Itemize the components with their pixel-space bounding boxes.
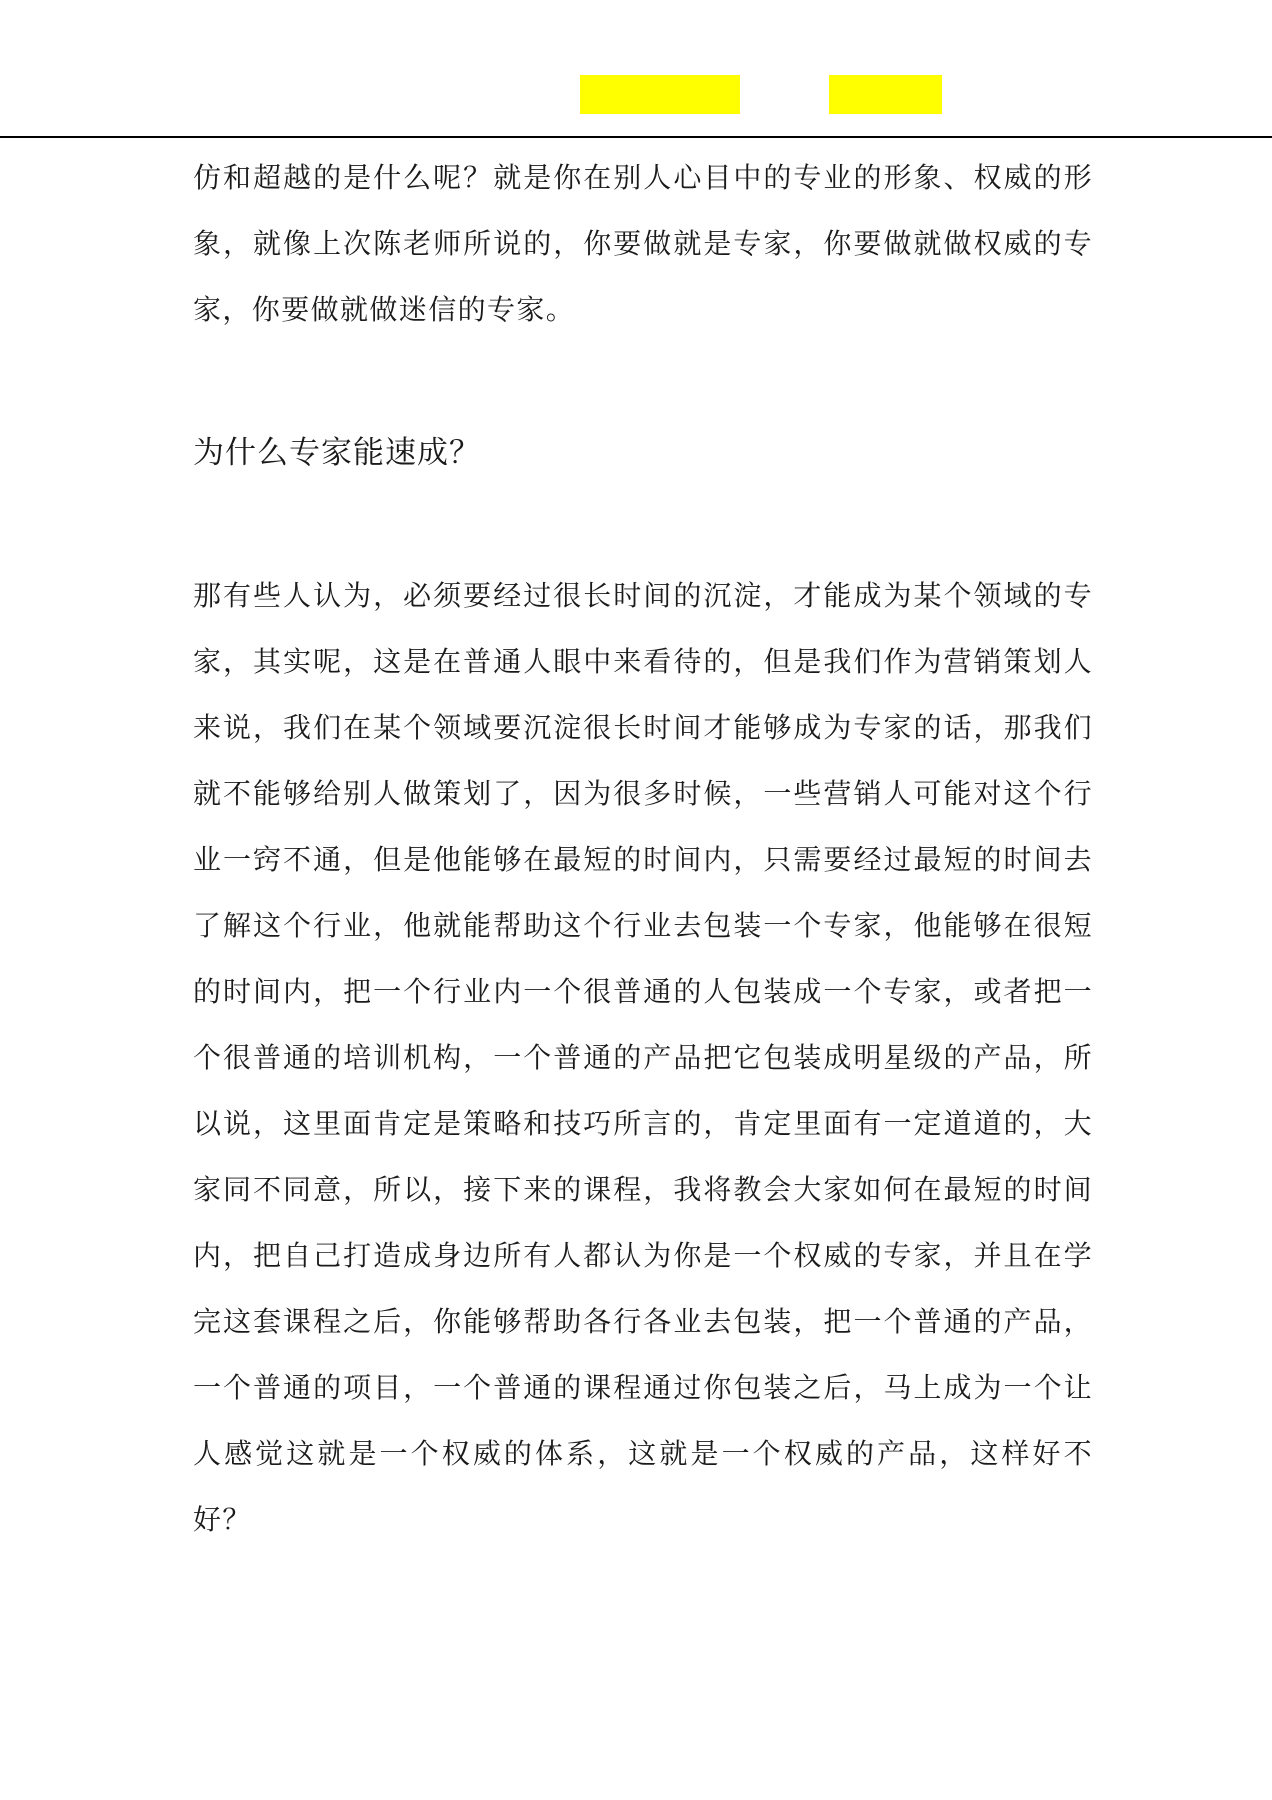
section-heading: 为什么专家能速成？ [193,435,481,471]
body-paragraph: 那有些人认为，必须要经过很长时间的沉淀，才能成为某个领域的专家，其实呢，这是在普通人眼中来看待的，但是我们作为营销策划人来说，我们在某个领域要沉淀很长时间才能够成为专家的话，那我们就不能够给别人做策划了，因为很多时候，一些营销人可能对这个行业一窍不通，但是他能够在最短的时间内，只需要经过最短的时间去了解这个行业，他就能帮助这个行业去包装一个专家，他能够在很短的时间内，把一个行业内一个很普通的人包装成一个专家，或者把一个很普通的培训机构，一个普通的产品把它包装成明星级的产品，所以说，这里面肯定是策略和技巧所言的，肯定里面有一定道道的，大家同不同意，所以，接下来的课程，我将教会大家如何在最短的时间内，把自己打造成身边所有人都认为你是一个权威的专家，并且在学完这套课程之后，你能够帮助各行各业去包装，把一个普通的产品，一个普通的项目，一个普通的课程通过你包装之后，马上成为一个让人感觉这就是一个权威的体系，这就是一个权威的产品，这样好不好？ [193,579,1093,1536]
redaction-highlight [580,75,740,114]
document-body [193,145,1093,1553]
redaction-highlight [829,75,942,114]
intro-paragraph: 仿和超越的是什么呢？就是你在别人心目中的专业的形象、权威的形象，就像上次陈老师所说的，你要做就是专家，你要做就做权威的专家，你要做就做迷信的专家。 [193,161,1093,326]
header-divider [0,136,1272,138]
page-header [0,0,1272,138]
